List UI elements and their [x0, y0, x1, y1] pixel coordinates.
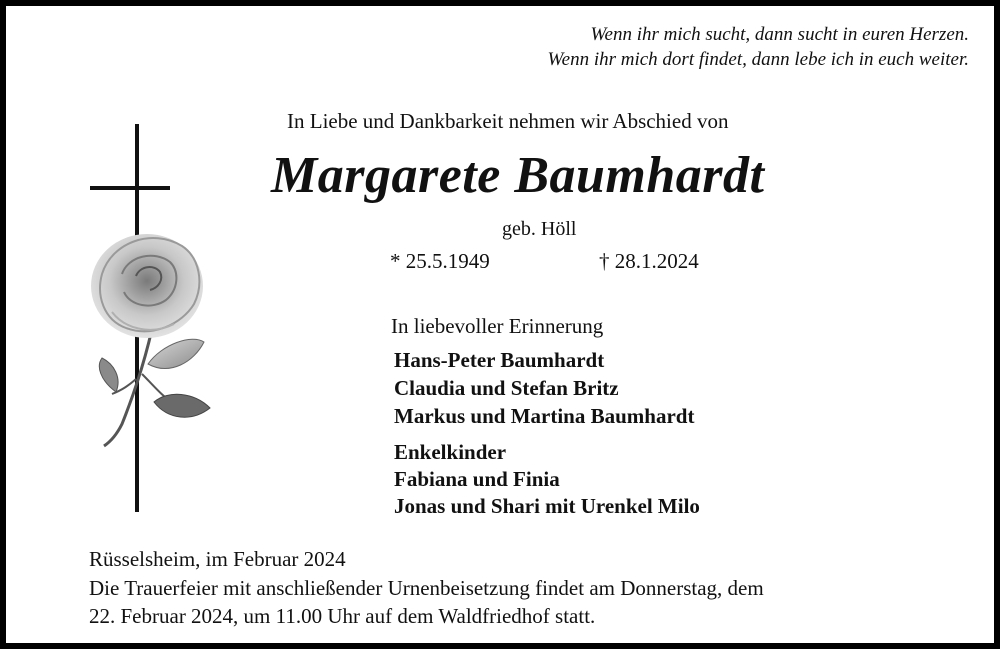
grandchildren-heading: Enkelkinder [394, 440, 507, 464]
memory-line: In liebevoller Erinnerung [391, 314, 604, 338]
place-date: Rüsselsheim, im Februar 2024 [89, 547, 346, 571]
cross-rose-icon [82, 124, 222, 524]
poem-line-1: Wenn ihr mich sucht, dann sucht in euren Herzen. [590, 24, 969, 45]
grandchildren-line: Fabiana und Finia [394, 467, 560, 491]
mourner-line: Claudia und Stefan Britz [394, 376, 619, 400]
birth-name: geb. Höll [502, 218, 577, 240]
mourner-line: Hans-Peter Baumhardt [394, 348, 605, 372]
death-date: † 28.1.2024 [599, 249, 699, 273]
intro-text: In Liebe und Dankbarkeit nehmen wir Abschied von [287, 109, 729, 133]
grandchildren-line: Jonas und Shari mit Urenkel Milo [394, 494, 700, 518]
deceased-name: Margarete Baumhardt [271, 147, 765, 204]
mourner-line: Markus und Martina Baumhardt [394, 404, 695, 428]
service-info-line-2: 22. Februar 2024, um 11.00 Uhr auf dem Waldfriedhof statt. [89, 604, 596, 628]
obituary-notice [6, 6, 994, 643]
birth-date: * 25.5.1949 [390, 249, 490, 273]
poem-line-2: Wenn ihr mich dort findet, dann lebe ich in euch weiter. [547, 49, 969, 70]
service-info-line-1: Die Trauerfeier mit anschließender Urnenbeisetzung findet am Donnerstag, dem [89, 576, 764, 600]
